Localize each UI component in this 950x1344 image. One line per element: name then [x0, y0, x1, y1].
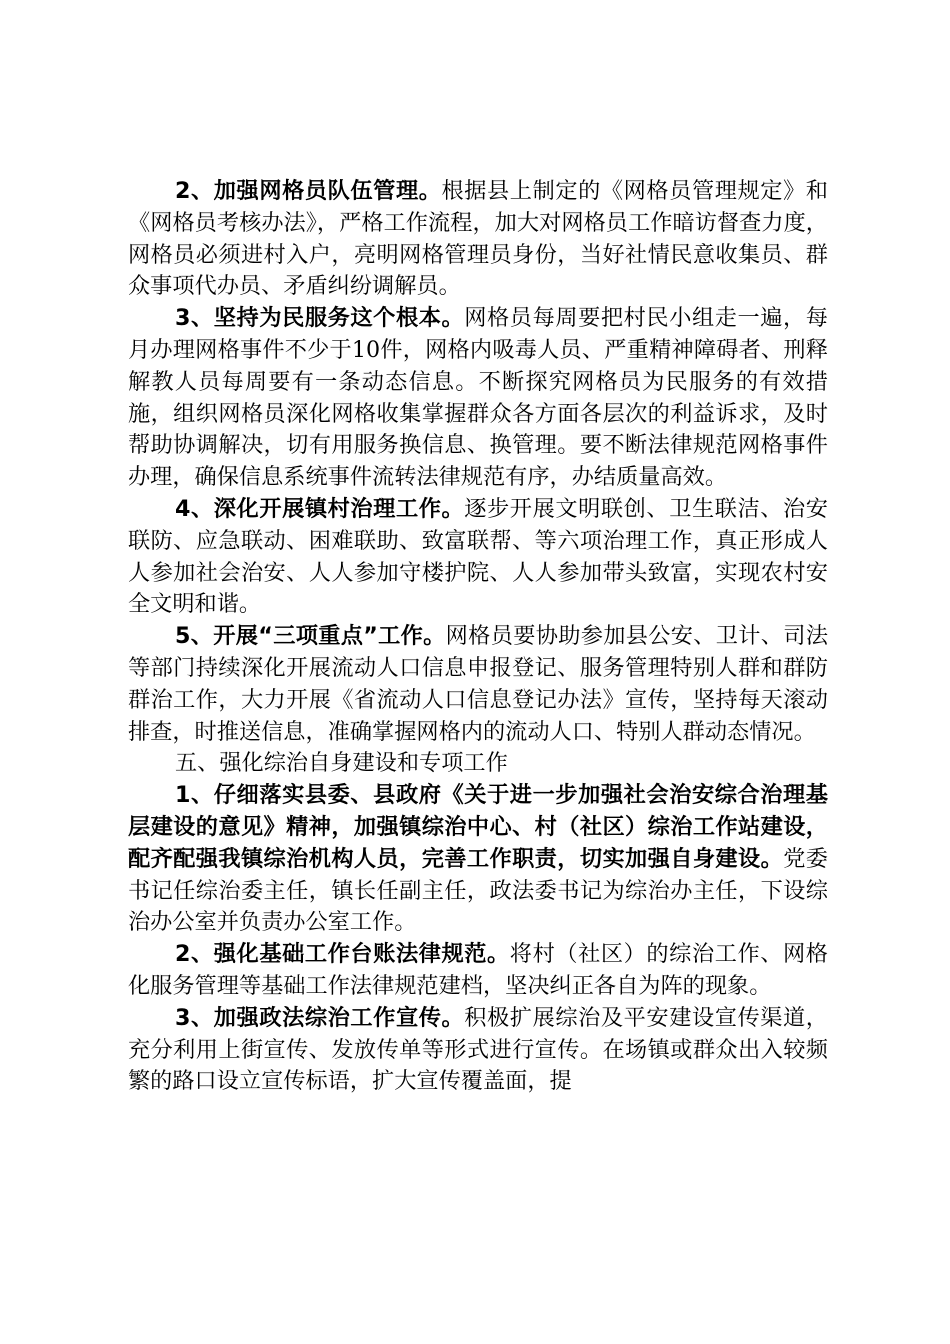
paragraph-town-village-governance — [128, 494, 828, 621]
paragraph-ledger-standards — [128, 939, 828, 1003]
paragraph-text: 网格员要协助参加县公安、卫计、司法等部门持续深化开展流动人口信息申报登记、服务管理特别人群和群防群治工作，大力开展《省流动人口信息登记办法》宣传，坚持每天滚动排查，时推送信息，准确掌握网格内的流动人口、特别人群动态情况。 — [128, 623, 829, 745]
paragraph-text: 将村（社区）的综治工作、网格化服务管理等基础工作法律规范建档，坚决纠正各自为阵的现象。 — [128, 941, 828, 999]
paragraph-grid-team-management — [128, 176, 828, 303]
paragraph-text: 根据县上制定的《网格员管理规定》和《网格员考核办法》，严格工作流程，加大对网格员工作暗访督查力度，网格员必须进村入户，亮明网格管理员身份，当好社情民意收集员、群众事项代办员、矛盾纠纷调解员。 — [128, 178, 828, 300]
document-page — [128, 176, 828, 1098]
paragraph-lead: 4、深化开展镇村治理工作。 — [175, 495, 465, 522]
paragraph-serve-people — [128, 303, 828, 494]
paragraph-text: 党委书记任综治委主任，镇长任副主任，政法委书记为综治办主任，下设综治办公室并负责办公室工作。 — [128, 845, 828, 936]
paragraph-text: 积极扩展综治及平安建设宣传渠道，充分利用上街宣传、发放传单等形式进行宣传。在场镇或群众出入较频繁的路口设立宣传标语，扩大宣传覆盖面，提 — [128, 1004, 828, 1095]
section-heading: 五、强化综治自身建设和专项工作 — [175, 750, 508, 777]
paragraph-lead: 3、坚持为民服务这个根本。 — [175, 305, 465, 332]
paragraph-text: 网格员每周要把村民小组走一遍，每月办理网格事件不少于10件，网格内吸毒人员、严重精神障碍者、刑释解教人员每周要有一条动态信息。不断探究网格员为民服务的有效措施，组织网格员深化网格收集掌握群众各方面各层次的利益诉求，及时帮助协调解决，切有用服务换信息、换管理。要不断法律规范网格事件办理，确保信息系统事件流转法律规范有序，办结质量高效。 — [128, 305, 828, 491]
paragraph-lead: 1、仔细落实县委、县政府《关于进一步加强社会治安综合治理基层建设的意见》精神，加强镇综治中心、村（社区）综治工作站建设，配齐配强我镇综治机构人员，完善工作职责，切实加强自身建设。 — [128, 782, 828, 872]
paragraph-lead: 2、强化基础工作台账法律规范。 — [175, 941, 510, 968]
paragraph-three-key-tasks — [128, 621, 828, 748]
paragraph-lead: 3、加强政法综治工作宣传。 — [175, 1004, 465, 1031]
paragraph-lead: 2、加强网格员队伍管理。 — [175, 178, 442, 204]
paragraph-text: 逐步开展文明联创、卫生联洁、治安联防、应急联动、困难联助、致富联帮、等六项治理工作，真正形成人人参加社会治安、人人参加守楼护院、人人参加带头致富，实现农村安全文明和谐。 — [128, 495, 828, 618]
paragraph-implement-opinions — [128, 780, 828, 939]
paragraph-publicity — [128, 1003, 828, 1098]
paragraph-lead: 5、开展“三项重点”工作。 — [175, 623, 446, 650]
